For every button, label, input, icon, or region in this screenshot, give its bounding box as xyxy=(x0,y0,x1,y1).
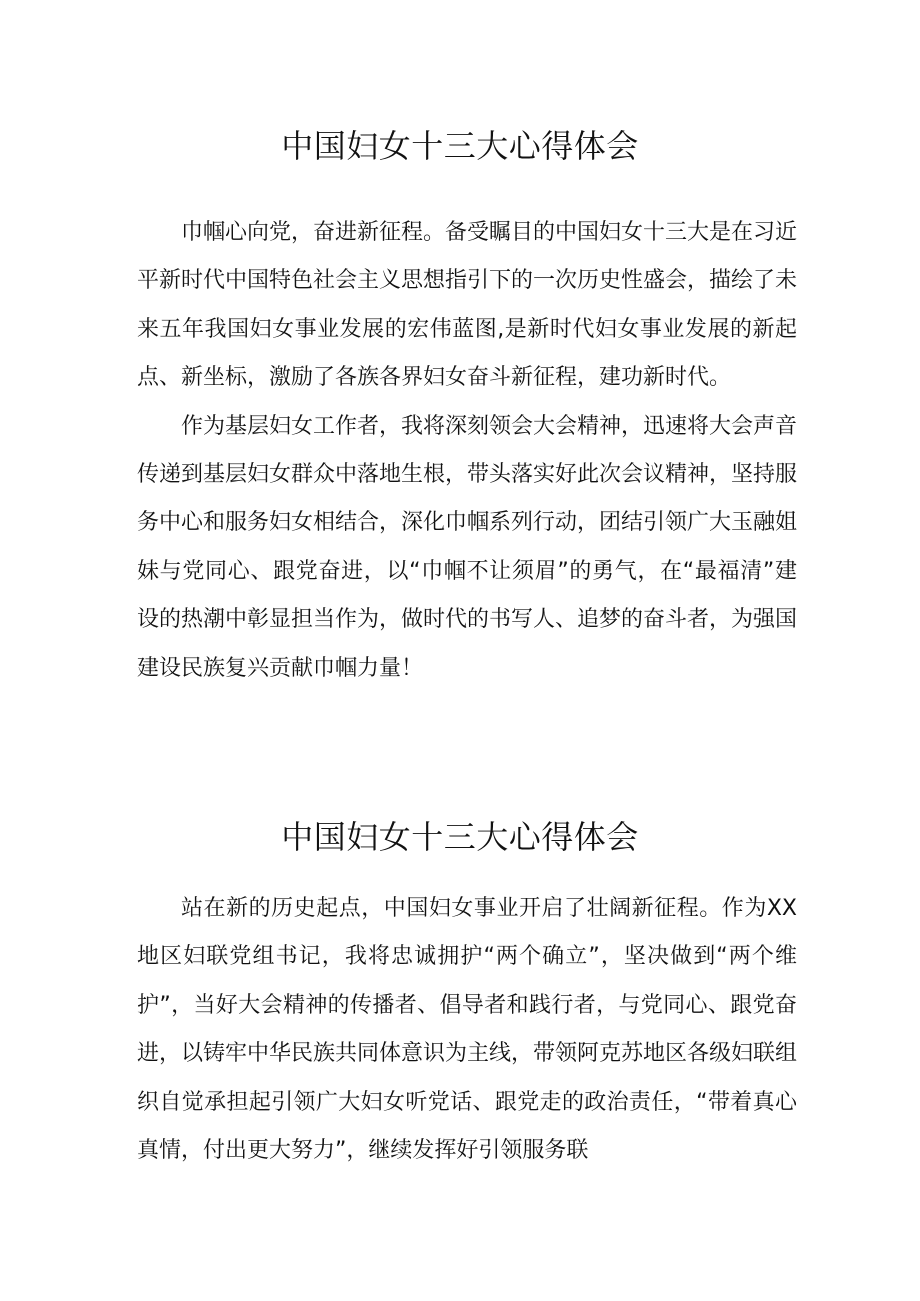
section-2-paragraph-1: 站在新的历史起点，中国妇女事业开启了壮阔新征程。作为XX地区妇联党组书记，我将忠诚拥护“两个确立”，坚决做到“两个维护”，当好大会精神的传播者、倡导者和践行者，与党同心、跟党奋进，以铸牢中华民族共同体意识为主线，带领阿克苏地区各级妇联组织自觉承担起引领广大妇女听党话、跟党走的政治责任，“带着真心真情，付出更大努力”，继续发挥好引领服务联 xyxy=(137,896,798,1164)
section-1-body xyxy=(137,209,797,693)
section-2-title: 中国妇女十三大心得体会 xyxy=(281,818,639,857)
section-1-title: 中国妇女十三大心得体会 xyxy=(281,127,639,166)
section-1-paragraph-2: 作为基层妇女工作者，我将深刻领会大会精神，迅速将大会声音传递到基层妇女群众中落地生根，带头落实好此次会议精神，坚持服务中心和服务妇女相结合，深化巾帼系列行动，团结引领广大玉融姐妹与党同心、跟党奋进，以“巾帼不让须眉”的勇气，在“最福清”建设的热潮中彰显担当作为，做时代的书写人、追梦的奋斗者，为强国建设民族复兴贡献巾帼力量！ xyxy=(137,413,798,681)
section-1-paragraph-1: 巾帼心向党，奋进新征程。备受瞩目的中国妇女十三大是在习近平新时代中国特色社会主义思想指引下的一次历史性盛会，描绘了未来五年我国妇女事业发展的宏伟蓝图,是新时代妇女事业发展的新起点、新坐标，激励了各族各界妇女奋斗新征程，建功新时代。 xyxy=(137,220,798,391)
section-2-body xyxy=(137,885,797,1175)
